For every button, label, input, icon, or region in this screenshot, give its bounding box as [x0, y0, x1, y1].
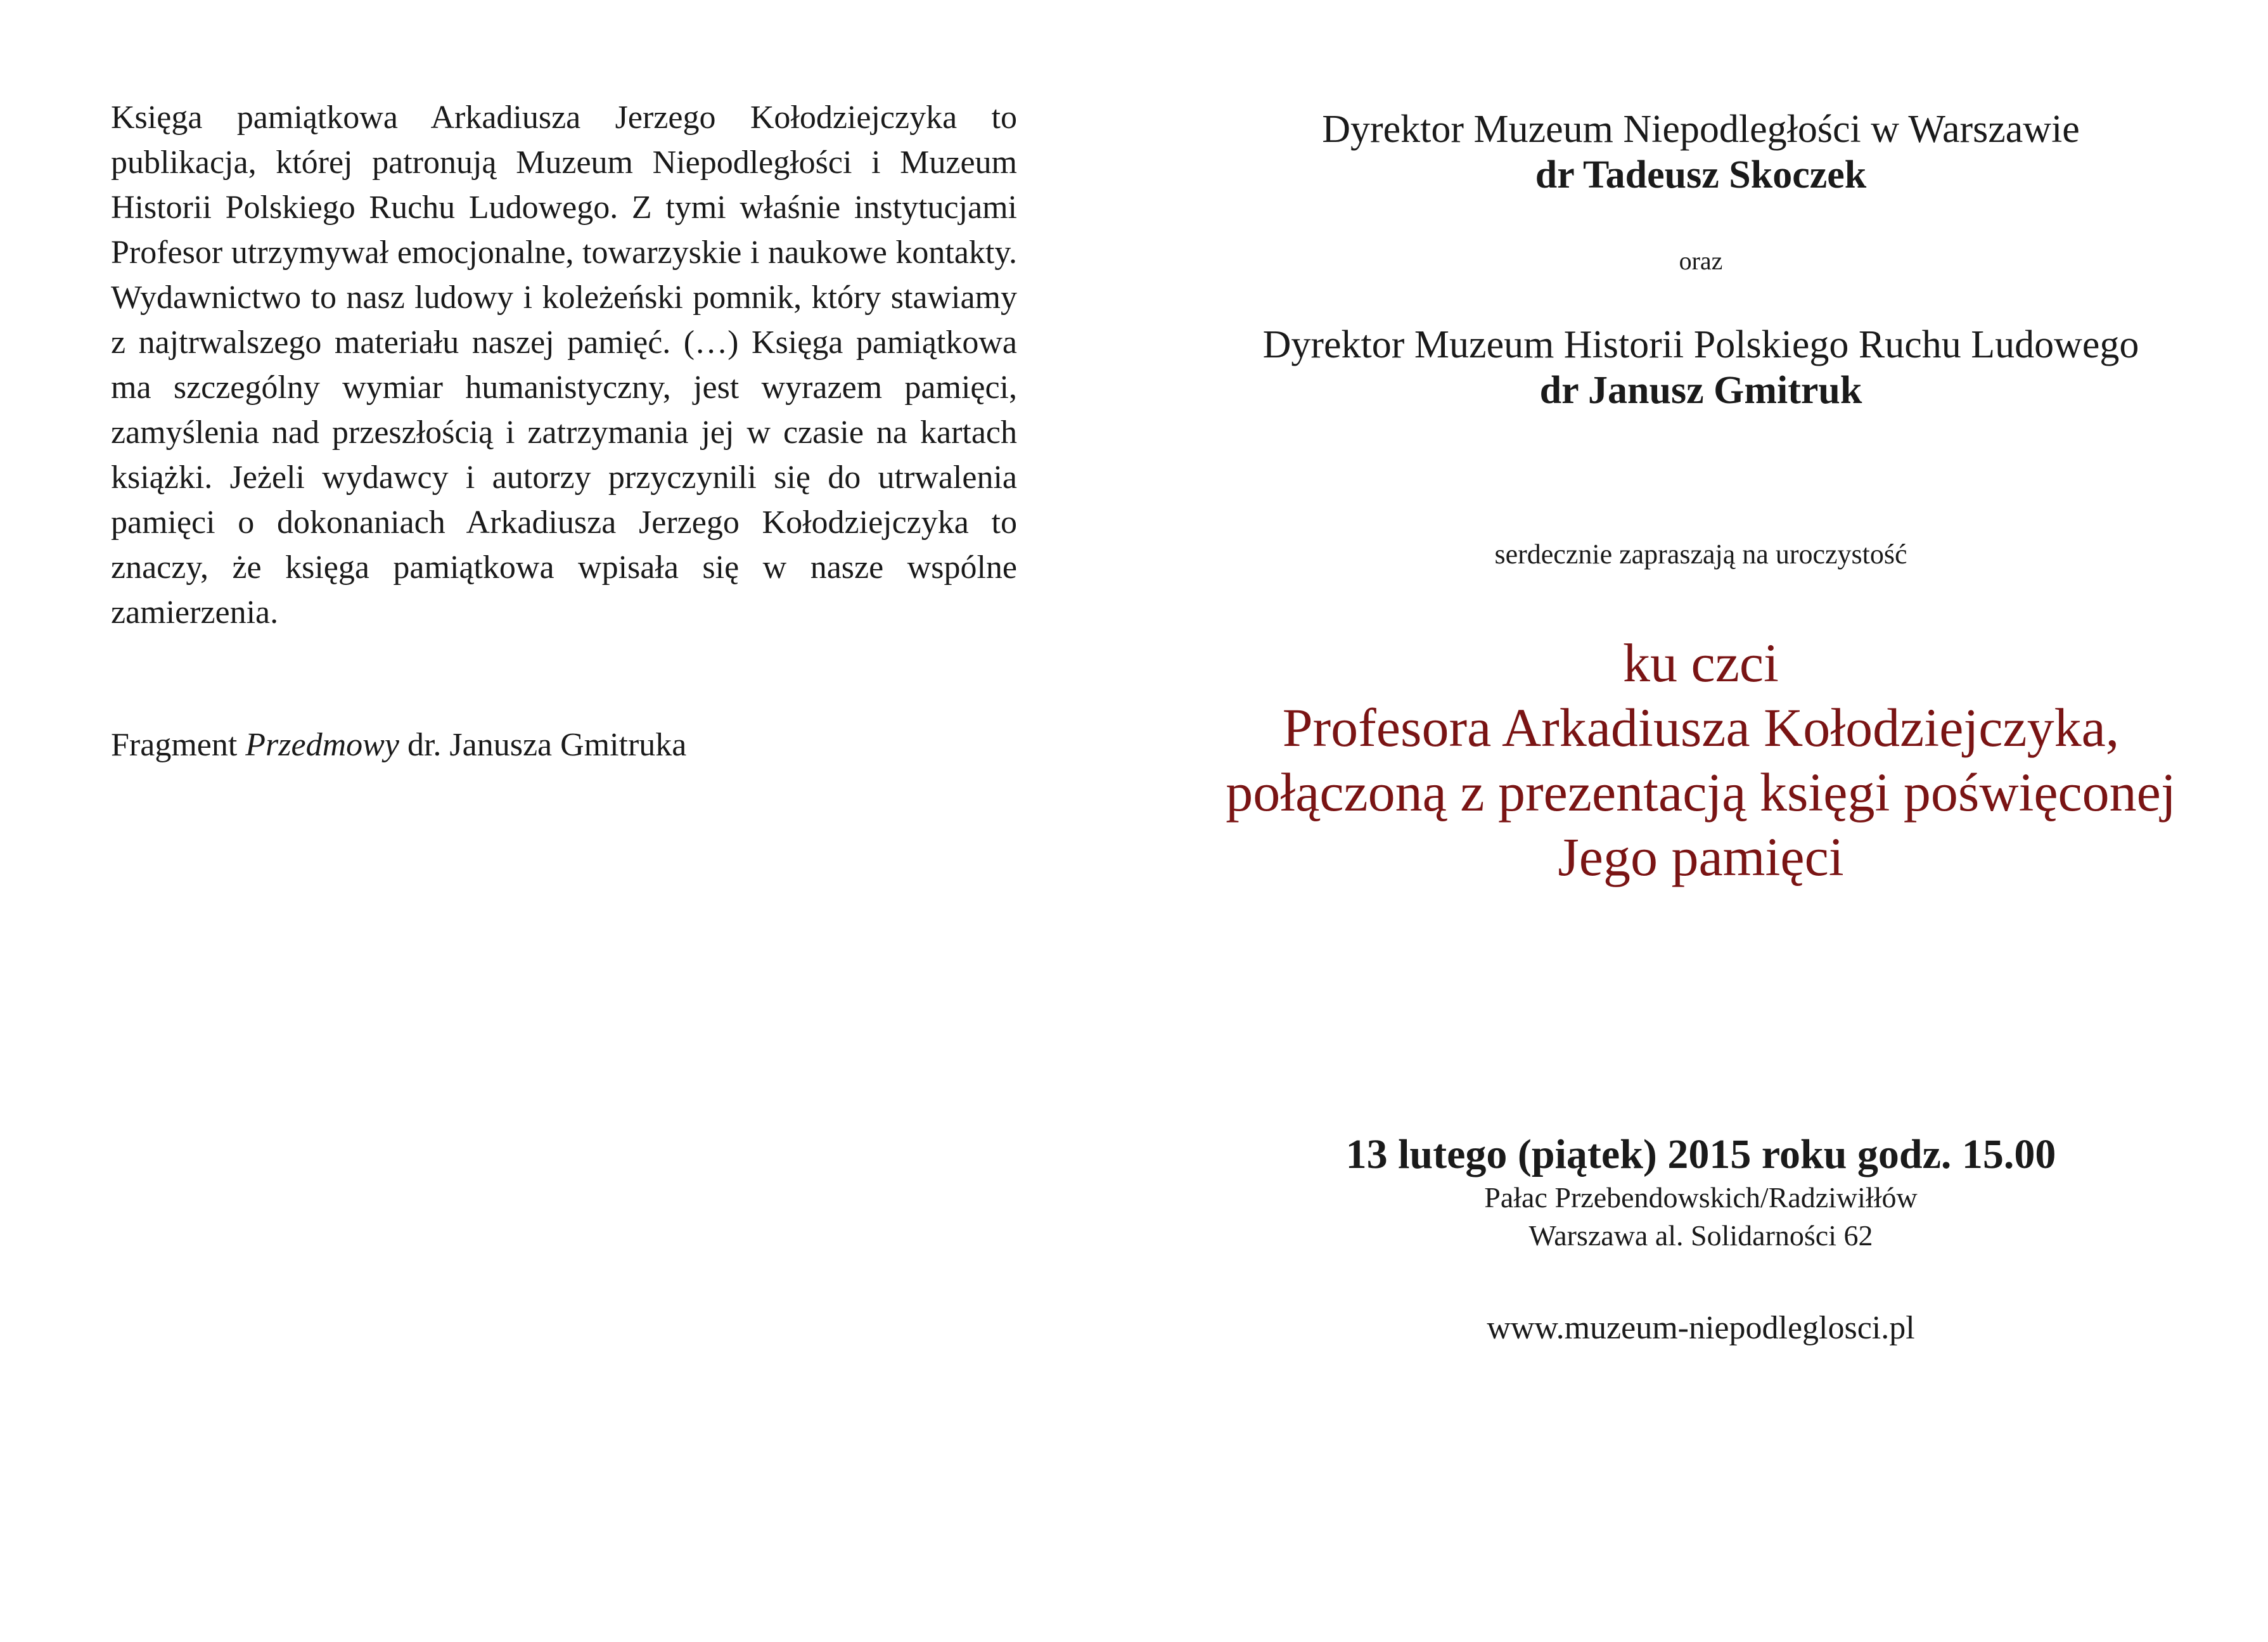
website-url[interactable]: www.muzeum-niepodleglosci.pl — [1487, 1310, 1915, 1346]
invitation-block — [1134, 536, 2268, 573]
conjunction-block — [1134, 245, 2268, 278]
event-line-3: połączoną z prezentacją księgi poświęconej — [1226, 762, 2176, 823]
right-page — [1134, 0, 2268, 1642]
event-venue: Pałac Przebendowskich/Radziwiłłów — [1484, 1181, 1918, 1214]
director1-name: dr Tadeusz Skoczek — [1535, 153, 1867, 196]
fragment-title: Przedmowy — [245, 727, 399, 763]
fragment-attribution — [111, 722, 1017, 767]
website-block — [1134, 1308, 2268, 1349]
event-address: Warszawa al. Solidarności 62 — [1528, 1219, 1873, 1252]
fragment-suffix: dr. Janusza Gmitruka — [399, 727, 687, 763]
event-date: 13 lutego (piątek) 2015 roku godz. 15.00 — [1345, 1131, 2056, 1177]
event-title-block — [1134, 631, 2268, 889]
director1-title: Dyrektor Muzeum Niepodległości w Warszawie — [1322, 108, 2080, 151]
director2-name: dr Janusz Gmitruk — [1539, 369, 1862, 412]
book-description — [111, 95, 1017, 635]
event-details-block — [1134, 1131, 2268, 1255]
description-paragraph: Księga pamiątkowa Arkadiusza Jerzego Kołodziejczyka to publikacja, której patronują Muzeum Niepodległości i Muzeum Historii Polskiego Ruchu Ludowego. Z tymi właśnie instytucjami Profesor utrzymywał emocjonalne, towarzyskie i naukowe kontakty. Wydawnictwo to nasz ludowy i koleżeński pomnik, który stawiamy z najtrwalszego materiału naszej pamięć. (…) Księga pamiątkowa ma szczególny wymiar humanistyczny, jest wyrazem pamięci, zamyślenia nad przeszłością i zatrzymania jej w czasie na kartach książki. Jeżeli wydawcy i autorzy przyczynili się do utrwalenia pamięci o dokonaniach Arkadiusza Jerzego Kołodziejczyka to znaczy, że księga pamiątkowa wpisała się w nasze wspólne zamierzenia. — [111, 99, 1017, 631]
event-line-1: ku czci — [1623, 632, 1779, 693]
event-line-2: Profesora Arkadiusza Kołodziejczyka, — [1282, 697, 2120, 758]
fragment-prefix: Fragment — [111, 727, 246, 763]
conjunction-text: oraz — [1679, 247, 1723, 275]
invitation-text: serdecznie zapraszają na uroczystość — [1494, 539, 1907, 570]
director2-block — [1134, 322, 2268, 413]
director2-title: Dyrektor Muzeum Historii Polskiego Ruchu Ludowego — [1262, 323, 2139, 366]
director1-block — [1134, 106, 2268, 198]
event-line-4: Jego pamięci — [1558, 826, 1844, 887]
